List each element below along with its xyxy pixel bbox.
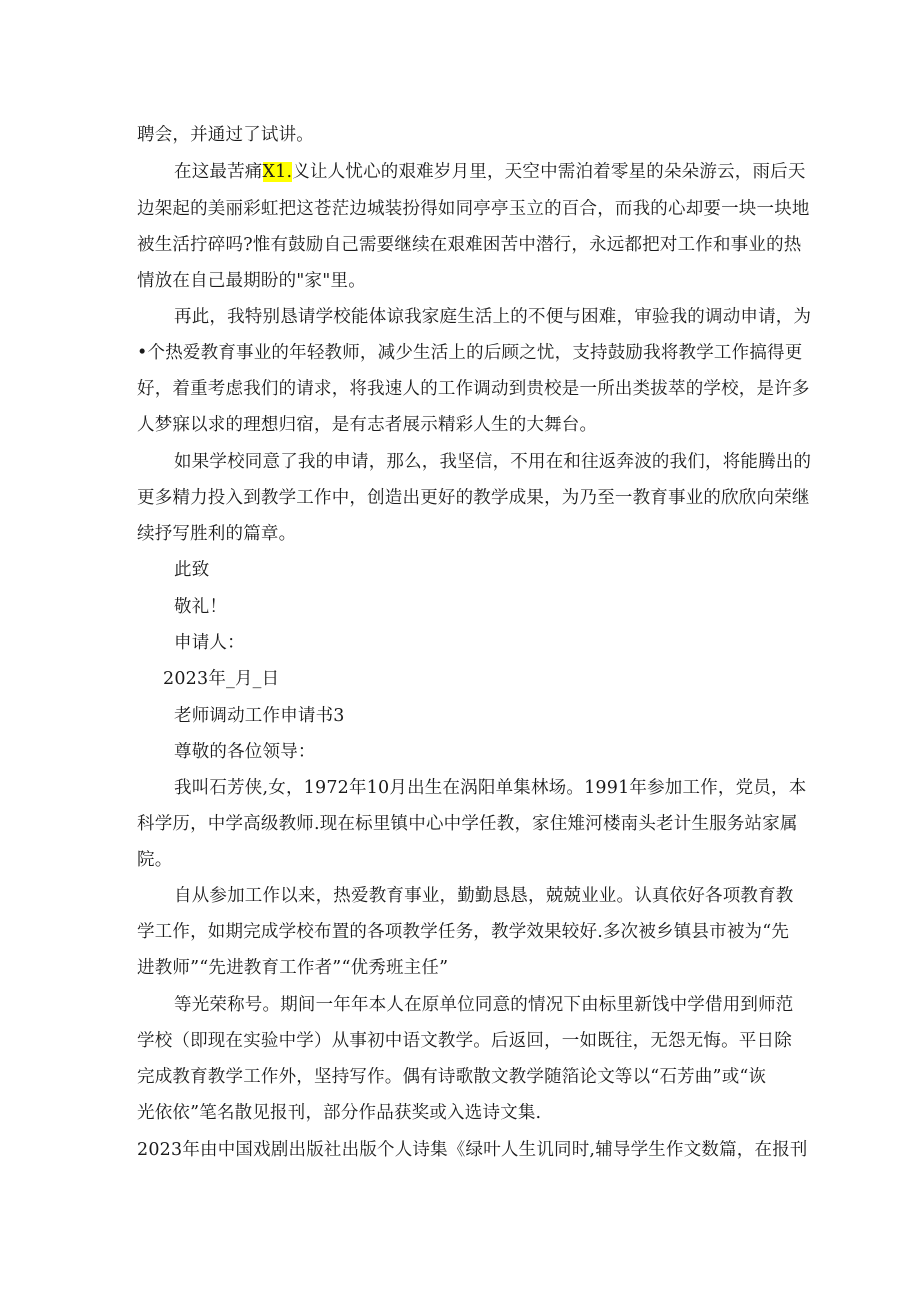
text-line: 完成教育教学工作外，坚持写作。偶有诗歌散文教学随箔论文等以“石芳曲”或“诙 xyxy=(137,1067,767,1087)
text-line: 自从参加工作以来，热爱教育事业，勤勤恳恳，兢兢业业。认真依好各项教育教 xyxy=(174,886,794,906)
closing-salutation: 此致 xyxy=(174,560,210,580)
text-line: 进教师”“先进教育工作者”“优秀班主任” xyxy=(137,958,449,978)
text-line: 被生活拧碎吗?惟有鼓励自己需要继续在艰难困苦中潜行，永远都把对工作和事业的热 xyxy=(137,235,802,255)
text-line: 更多精力投入到教学工作中，创造出更好的教学成果，为乃至一教育事业的欣欣向荣继 xyxy=(137,488,810,508)
text-line: 科学历，中学高级教师.现在标里镇中心中学任教，家住雉河楼南头老计生服务站家属 xyxy=(137,814,798,834)
text-line: 学工作，如期完成学校布置的各项教学任务，教学效果较好.多次被乡镇县市被为“先 xyxy=(137,922,790,942)
highlighted-text: X1. xyxy=(262,162,293,182)
text-line: 学校（即现在实验中学）从事初中语文教学。后返回，一如既往，无怨无悔。平日除 xyxy=(137,1031,792,1051)
applicant-label: 申请人： xyxy=(174,633,245,653)
text-line: 情放在自己最期盼的"家"里。 xyxy=(137,271,366,291)
text-fragment: 义让人忧心的艰难岁月里，天空中需泊着零星的朵朵游云，雨后天 xyxy=(292,162,806,182)
closing-regards: 敬礼！ xyxy=(174,597,228,617)
text-line: 好，着重考虑我们的请求，将我速人的工作调动到贵校是一所出类拔萃的学校，是许多 xyxy=(137,379,810,399)
text-line: 如果学校同意了我的申请，那么，我坚信，不用在和往返奔波的我们，将能腾出的 xyxy=(174,452,812,472)
text-line: 边架起的美丽彩虹把这苍茫边城装扮得如同亭亭玉立的百合，而我的心却要一块一块地 xyxy=(137,199,810,219)
text-line xyxy=(174,160,806,184)
text-line: 院。 xyxy=(137,850,173,870)
text-line: 光依依”笔名散见报刊，部分作品获奖或入选诗文集. xyxy=(137,1103,542,1123)
text-line: 我叫石芳侠,女，1972年10月出生在涡阳单集林场。1991年参加工作，党员，本 xyxy=(174,778,807,798)
text-line: 续抒写胜利的篇章。 xyxy=(137,524,297,544)
text-fragment: 在这最苦痛 xyxy=(174,162,263,182)
text-line: 再此，我特别恳请学校能体谅我家庭生活上的不便与困难，审验我的调动申请，为 xyxy=(174,307,812,327)
text-line: •个热爱教育事业的年轻教师，减少生活上的后顾之忧，支持鼓励我将教学工作搞得更 xyxy=(137,343,803,363)
date-line: 2023年_月_日 xyxy=(163,669,280,689)
text-line: 人梦寐以求的理想归宿，是有志者展示精彩人生的大舞台。 xyxy=(137,415,598,435)
text-line: 2023年由中国戏剧出版社出版个人诗集《绿叶人生讥同时,辅导学生作文数篇，在报刊 xyxy=(137,1140,808,1160)
section-title: 老师调动工作申请书3 xyxy=(174,706,345,726)
text-line: 等光荣称号。期间一年年本人在原单位同意的情况下由标里新饯中学借用到师范 xyxy=(174,995,794,1015)
text-line: 聘会，并通过了试讲。 xyxy=(137,125,314,145)
greeting: 尊敬的各位领导： xyxy=(174,742,316,762)
